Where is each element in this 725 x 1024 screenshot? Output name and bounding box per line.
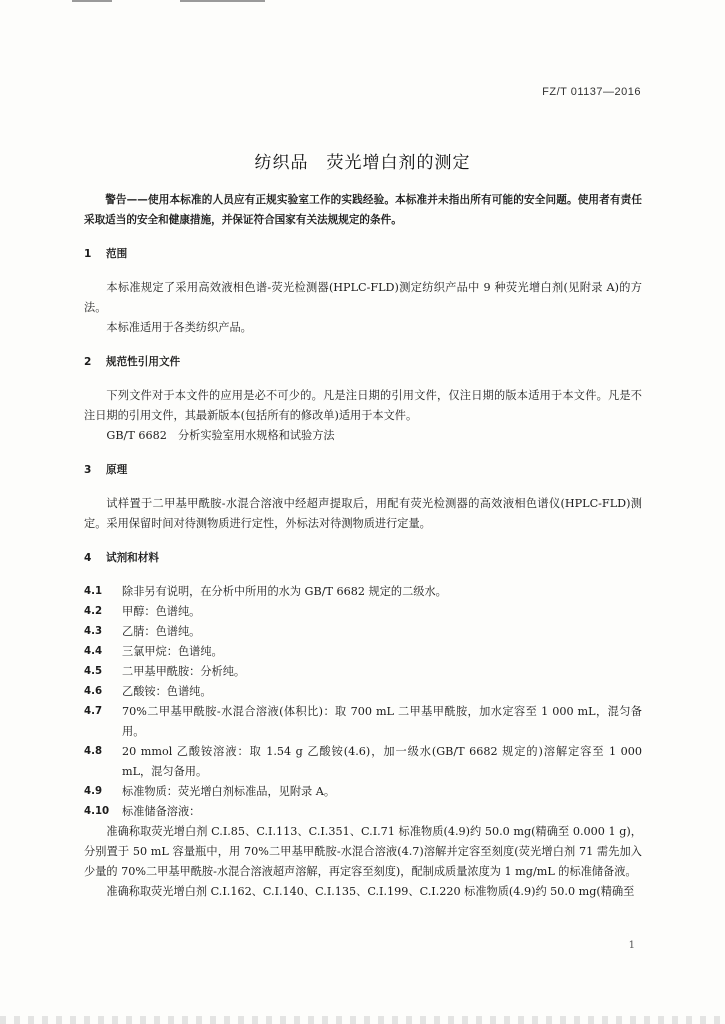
- section-number: 3: [84, 464, 92, 476]
- list-item: [84, 782, 642, 802]
- scan-artifact: [72, 0, 112, 2]
- list-item: [84, 642, 642, 662]
- list-item: [84, 602, 642, 622]
- principle-paragraph: 试样置于二甲基甲酰胺-水混合溶液中经超声提取后，用配有荧光检测器的高效液相色谱仪(HPLC-FLD)测定。采用保留时间对待测物质进行定性，外标法对待测物质进行定量。: [84, 497, 642, 530]
- item-text: 标准储备溶液：: [122, 805, 201, 818]
- document-body: [84, 190, 642, 902]
- reference-entry: GB/T 6682 分析实验室用水规格和试验方法: [106, 429, 335, 442]
- stock-solution-paragraph: 准确称取荧光增白剂 C.I.162、C.I.140、C.I.135、C.I.199、C.I.220 标准物质(4.9)约 50.0 mg(精确至: [106, 885, 635, 898]
- scope-paragraph: 本标准规定了采用高效液相色谱-荧光检测器(HPLC-FLD)测定纺织产品中 9 种荧光增白剂(见附录 A)的方法。: [84, 281, 642, 314]
- item-number: 4.9: [84, 786, 103, 797]
- section-heading-scope: [84, 244, 642, 264]
- list-item: [84, 682, 642, 702]
- page-title: 纺织品 荧光增白剂的测定: [254, 153, 471, 173]
- list-item: [84, 802, 642, 822]
- section-title: 范围: [106, 248, 128, 260]
- section-title: 试剂和材料: [106, 552, 159, 564]
- scan-artifact: [180, 0, 265, 2]
- item-number: 4.10: [84, 806, 110, 817]
- item-text: 乙酸铵：色谱纯。: [122, 685, 212, 698]
- scope-paragraph: 本标准适用于各类纺织产品。: [106, 321, 252, 334]
- standard-code: FZ/T 01137—2016: [542, 86, 641, 98]
- item-number: 4.5: [84, 666, 103, 677]
- section-number: 1: [84, 248, 92, 260]
- item-text: 二甲基甲酰胺：分析纯。: [122, 665, 246, 678]
- section-title: 规范性引用文件: [106, 356, 181, 368]
- list-item: [84, 582, 642, 602]
- references-paragraph: 下列文件对于本文件的应用是必不可少的。凡是注日期的引用文件，仅注日期的版本适用于本文件。凡是不注日期的引用文件，其最新版本(包括所有的修改单)适用于本文件。: [84, 389, 642, 422]
- item-number: 4.1: [84, 586, 103, 597]
- list-item: [84, 742, 642, 782]
- section-number: 2: [84, 356, 92, 368]
- section-title: 原理: [106, 464, 128, 476]
- item-text: 20 mmol 乙酸铵溶液：取 1.54 g 乙酸铵(4.6)，加一级水(GB/T 6682 规定的)溶解定容至 1 000 mL，混匀备用。: [122, 745, 642, 778]
- section-heading-references: [84, 352, 642, 372]
- item-number: 4.4: [84, 646, 103, 657]
- page-marker: 1: [628, 940, 635, 951]
- warning-paragraph: 警告——使用本标准的人员应有正规实验室工作的实践经验。本标准并未指出所有可能的安全问题。使用者有责任采取适当的安全和健康措施，并保证符合国家有关法规规定的条件。: [84, 194, 642, 226]
- item-text: 70%二甲基甲酰胺-水混合溶液(体积比)：取 700 mL 二甲基甲酰胺，加水定容至 1 000 mL，混匀备用。: [122, 705, 642, 738]
- item-text: 三氯甲烷：色谱纯。: [122, 645, 223, 658]
- item-text: 乙腈：色谱纯。: [122, 625, 201, 638]
- section-heading-principle: [84, 460, 642, 480]
- item-text: 标准物质：荧光增白剂标准品，见附录 A。: [122, 785, 336, 798]
- section-number: 4: [84, 552, 92, 564]
- stock-solution-paragraph: 准确称取荧光增白剂 C.I.85、C.I.113、C.I.351、C.I.71 标准物质(4.9)约 50.0 mg(精确至 0.000 1 g)，分别置于 50 mL 容量瓶中，用 70%二甲基甲酰胺-水混合溶液(4.7)溶解并定容至刻度(荧光增白剂 71 需先加入少量的 70%二甲基甲酰胺-水混合溶液超声溶解，再定容至刻度)，配制成质量浓度为 1 mg/mL 的标准储备液。: [84, 825, 642, 878]
- item-number: 4.8: [84, 746, 103, 757]
- item-number: 4.3: [84, 626, 103, 637]
- item-number: 4.6: [84, 686, 103, 697]
- item-text: 甲醇：色谱纯。: [122, 605, 201, 618]
- item-number: 4.2: [84, 606, 103, 617]
- section-heading-reagents: [84, 548, 642, 568]
- scan-artifact: [0, 1016, 725, 1024]
- list-item: [84, 622, 642, 642]
- item-number: 4.7: [84, 706, 103, 717]
- list-item: [84, 662, 642, 682]
- item-text: 除非另有说明，在分析中所用的水为 GB/T 6682 规定的二级水。: [122, 585, 447, 598]
- list-item: [84, 702, 642, 742]
